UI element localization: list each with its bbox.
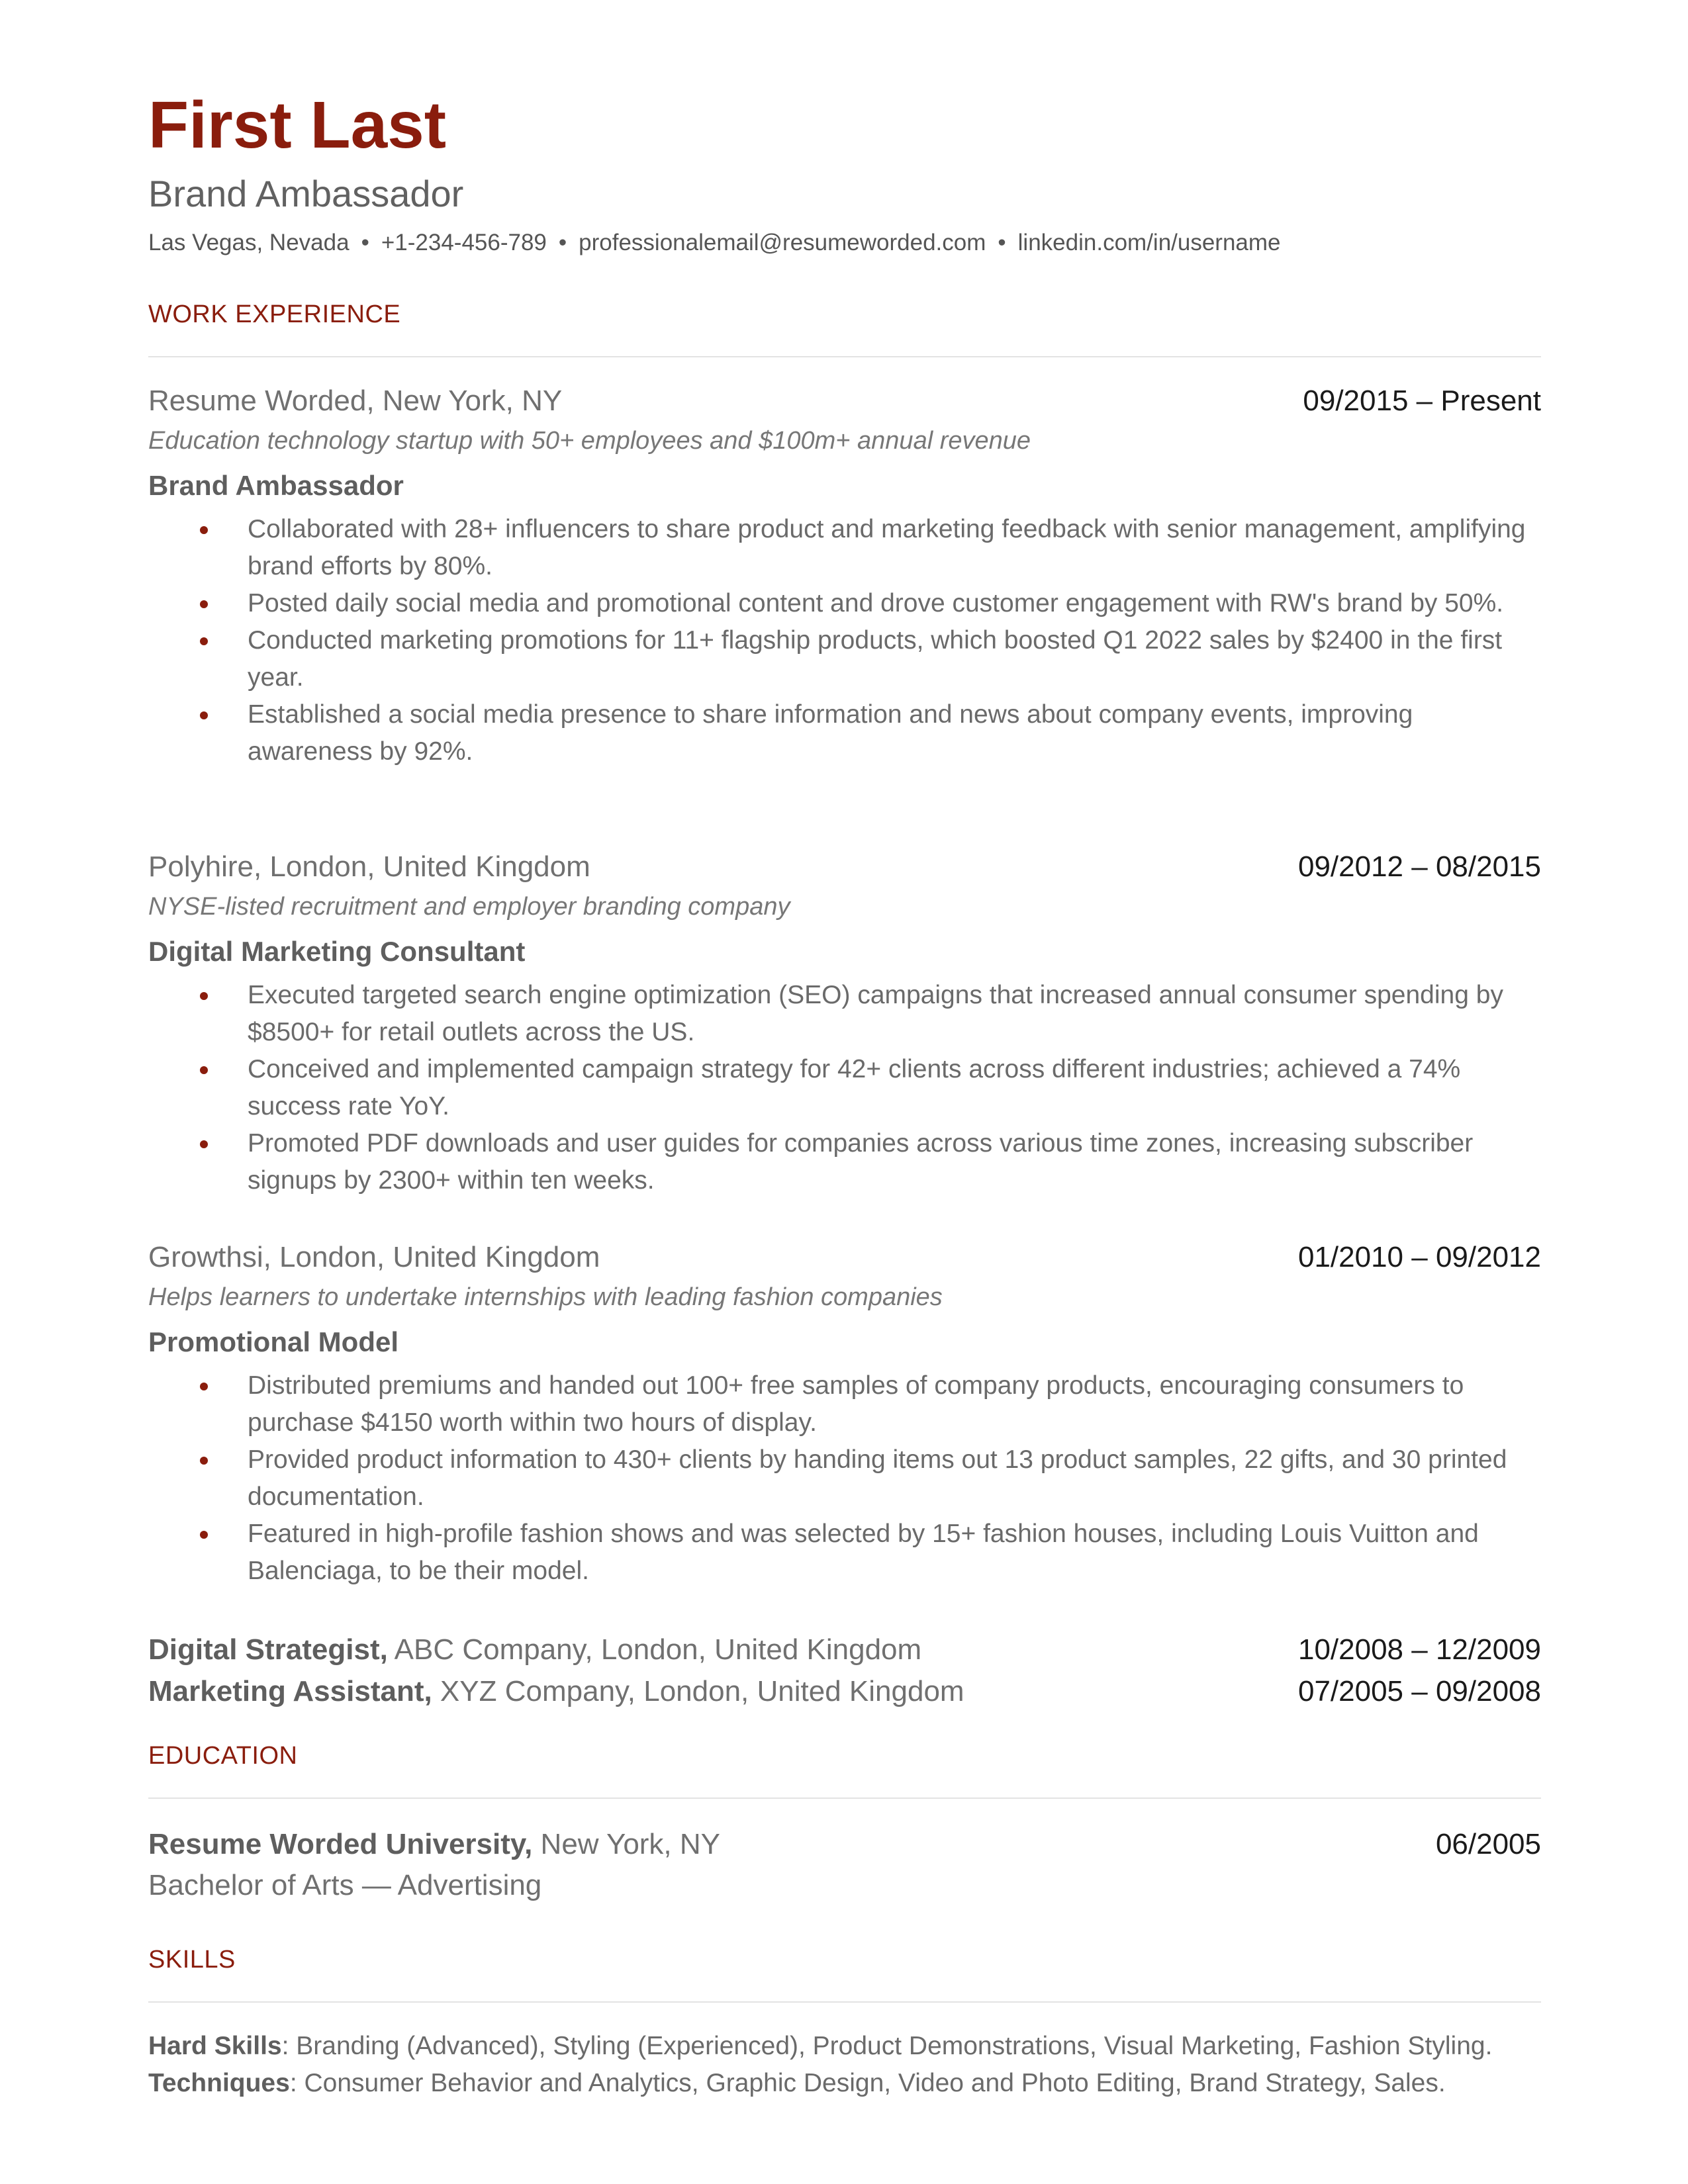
job-role: Promotional Model <box>148 1326 399 1357</box>
job-company: Growthsi, London, United Kingdom <box>148 1241 600 1273</box>
job-header <box>148 381 1541 421</box>
short-job-text <box>148 1629 921 1670</box>
skills-hard-label: Hard Skills <box>148 2032 282 2060</box>
candidate-name: First Last <box>148 88 447 162</box>
section-divider <box>148 1797 1541 1799</box>
job-dates: 09/2012 – 08/2015 <box>1297 850 1541 883</box>
skills-tech-label: Techniques <box>148 2069 290 2097</box>
short-job-role: Digital Strategist, <box>148 1633 388 1666</box>
short-job-company: ABC Company, London, United Kingdom <box>387 1633 922 1666</box>
education-location: New York, NY <box>532 1828 721 1860</box>
short-job-dates: 10/2008 – 12/2009 <box>1297 1633 1541 1666</box>
section-heading-work: WORK EXPERIENCE <box>148 300 401 328</box>
section-heading-education: EDUCATION <box>148 1742 298 1770</box>
job-bullet: Distributed premiums and handed out 100+ free samples of company products, encouraging consumers to purchase $4150 worth within two hours of display. <box>148 1367 1541 1441</box>
education-school-line <box>148 1824 720 1865</box>
short-job-dates: 07/2005 – 09/2008 <box>1297 1675 1541 1707</box>
job-header <box>148 1238 1541 1277</box>
contact-phone: +1-234-456-789 <box>381 230 547 255</box>
job-dates: 01/2010 – 09/2012 <box>1297 1241 1541 1273</box>
job-entry <box>148 847 1541 1199</box>
skills-hard-values: : Branding (Advanced), Styling (Experienced), Product Demonstrations, Visual Marketing, Fashion Styling. <box>281 2032 1493 2060</box>
education-degree: Bachelor of Arts — Advertising <box>148 1869 542 1901</box>
job-bullet: Conceived and implemented campaign strategy for 42+ clients across different industries; achieved a 74% success rate YoY. <box>148 1051 1541 1125</box>
short-job-text <box>148 1671 964 1712</box>
job-entry <box>148 381 1541 770</box>
job-role: Brand Ambassador <box>148 470 404 501</box>
skills-tech-values: : Consumer Behavior and Analytics, Graphic Design, Video and Photo Editing, Brand Strategy, Sales. <box>289 2069 1446 2097</box>
contact-email: professionalemail@resumeworded.com <box>579 230 986 255</box>
contact-line <box>148 226 1281 259</box>
job-description: Education technology startup with 50+ employees and $100m+ annual revenue <box>148 427 1031 455</box>
short-job-entry <box>148 1629 1541 1670</box>
job-company: Polyhire, London, United Kingdom <box>148 850 590 883</box>
job-company: Resume Worded, New York, NY <box>148 385 563 417</box>
job-bullet: Conducted marketing promotions for 11+ flagship products, which boosted Q1 2022 sales by $2400 in the first year. <box>148 622 1541 696</box>
contact-linkedin: linkedin.com/in/username <box>1017 230 1281 255</box>
job-bullet: Provided product information to 430+ clients by handing items out 13 product samples, 22 gifts, and 30 printed documentation. <box>148 1441 1541 1516</box>
job-bullet: Posted daily social media and promotional content and drove customer engagement with RW's brand by 50%. <box>148 585 1541 622</box>
skills-techniques <box>148 2065 1446 2102</box>
contact-location: Las Vegas, Nevada <box>148 230 350 255</box>
education-date: 06/2005 <box>1435 1828 1541 1860</box>
short-job-entry <box>148 1671 1541 1712</box>
job-role: Digital Marketing Consultant <box>148 936 526 967</box>
job-bullets <box>148 1367 1541 1590</box>
section-divider <box>148 356 1541 357</box>
contact-separator: • <box>361 230 369 255</box>
job-bullet: Promoted PDF downloads and user guides for companies across various time zones, increasing subscriber signups by 2300+ within ten weeks. <box>148 1125 1541 1199</box>
contact-separator: • <box>998 230 1006 255</box>
candidate-title: Brand Ambassador <box>148 173 464 214</box>
job-header <box>148 847 1541 887</box>
job-dates: 09/2015 – Present <box>1303 385 1541 417</box>
section-divider <box>148 2001 1541 2003</box>
short-job-role: Marketing Assistant, <box>148 1675 432 1707</box>
short-job-company: XYZ Company, London, United Kingdom <box>432 1675 964 1707</box>
job-description: Helps learners to undertake internships with leading fashion companies <box>148 1283 943 1311</box>
job-entry <box>148 1238 1541 1590</box>
job-bullet: Established a social media presence to share information and news about company events, improving awareness by 92%. <box>148 696 1541 770</box>
education-school: Resume Worded University, <box>148 1828 533 1860</box>
job-bullets <box>148 511 1541 770</box>
job-bullet: Collaborated with 28+ influencers to share product and marketing feedback with senior management, amplifying brand efforts by 80%. <box>148 511 1541 585</box>
education-entry <box>148 1824 1541 1865</box>
job-bullet: Featured in high-profile fashion shows and was selected by 15+ fashion houses, including Louis Vuitton and Balenciaga, to be their model. <box>148 1516 1541 1590</box>
job-bullet: Executed targeted search engine optimization (SEO) campaigns that increased annual consumer spending by $8500+ for retail outlets across the US. <box>148 977 1541 1051</box>
job-description: NYSE-listed recruitment and employer branding company <box>148 893 790 921</box>
contact-separator: • <box>558 230 567 255</box>
job-bullets <box>148 977 1541 1199</box>
skills-hard <box>148 2028 1492 2065</box>
section-heading-skills: SKILLS <box>148 1946 236 1974</box>
